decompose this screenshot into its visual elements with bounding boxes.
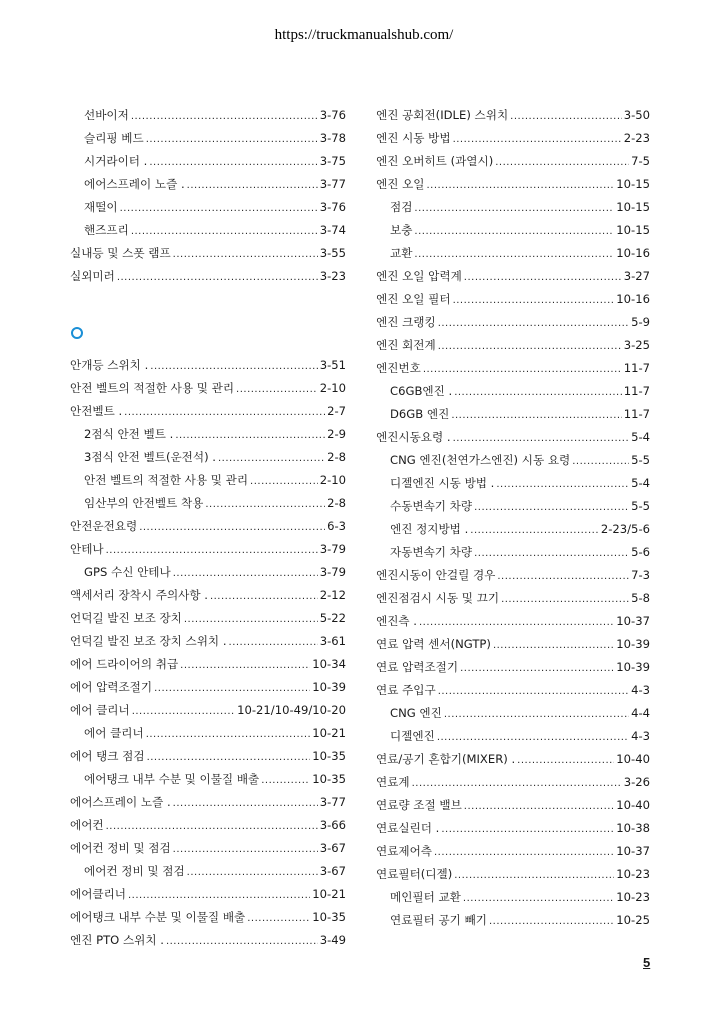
entry-page: 3-67 xyxy=(319,841,346,855)
entry-title: 엔진 시동 방법 xyxy=(376,131,451,145)
entry-page: 4-3 xyxy=(631,683,650,697)
entry-title: GPS 수신 안테나 xyxy=(84,565,171,579)
dot-leader xyxy=(154,677,310,699)
entry-title: 에어스프레이 노즐 . xyxy=(70,795,171,809)
entry-page: 5-22 xyxy=(319,611,346,625)
entry-page: 10-21/10-49/10-20 xyxy=(237,703,346,717)
entry-page: 3-76 xyxy=(319,200,346,214)
entry-title: 엔진점검시 시동 및 끄기 xyxy=(376,591,500,605)
entry-page: 10-34 xyxy=(312,657,346,671)
dot-leader xyxy=(474,542,629,564)
entry-title: 엔진 오일 압력계 xyxy=(376,269,462,283)
entry-title: 연료량 조절 밸브 xyxy=(376,798,462,812)
dot-leader xyxy=(414,220,614,242)
entry-title: CNG 엔진(천연가스엔진) 시동 요령 xyxy=(390,453,571,467)
dot-leader xyxy=(124,401,325,423)
dot-leader xyxy=(147,746,311,768)
index-subentry xyxy=(70,446,346,469)
dot-leader xyxy=(128,884,310,906)
index-entry xyxy=(70,814,346,837)
index-group-siot xyxy=(70,104,346,288)
entry-page: 7-3 xyxy=(631,568,650,582)
entry-title: 디젤엔진 xyxy=(390,729,435,743)
dot-leader xyxy=(131,220,318,242)
index-subentry xyxy=(376,472,650,495)
entry-page: 3-74 xyxy=(319,223,346,237)
entry-page: 10-40 xyxy=(616,752,650,766)
dot-leader xyxy=(247,907,310,929)
entry-title: 엔진번호 xyxy=(376,361,421,375)
dot-leader xyxy=(218,447,325,469)
entry-title: 에어 탱크 점검 xyxy=(70,749,145,763)
index-subentry xyxy=(376,518,650,541)
entry-title: 수동변속기 차량 xyxy=(390,499,473,513)
index-subentry xyxy=(70,173,346,196)
entry-title: 자동변속기 차량 xyxy=(390,545,473,559)
entry-title: 안전 벨트의 적절한 사용 및 관리 xyxy=(84,473,249,487)
index-subentry xyxy=(70,423,346,446)
entry-page: 10-21 xyxy=(312,726,346,740)
index-entry xyxy=(70,745,346,768)
entry-page: 3-66 xyxy=(319,818,346,832)
entry-title: 안개등 스위치 . xyxy=(70,358,149,372)
entry-title: 실외미러 xyxy=(70,269,115,283)
entry-page: 3-67 xyxy=(319,864,346,878)
entry-title: 엔진 정지방법 . xyxy=(390,522,469,536)
entry-title: 엔진 크랭킹 xyxy=(376,315,436,329)
entry-title: 연료필터 공기 빼기 xyxy=(390,913,487,927)
dot-leader xyxy=(173,838,318,860)
dot-leader xyxy=(106,815,318,837)
entry-title: 에어클리너 xyxy=(70,887,126,901)
index-entry xyxy=(376,311,650,334)
dot-leader xyxy=(463,887,614,909)
index-subentry xyxy=(376,380,650,403)
dot-leader xyxy=(166,930,318,952)
dot-leader xyxy=(187,861,318,883)
ieung-ring-icon xyxy=(71,327,83,339)
index-entry xyxy=(376,288,650,311)
entry-page: 10-23 xyxy=(616,890,650,904)
entry-page: 2-8 xyxy=(327,496,346,510)
entry-page: 10-38 xyxy=(616,821,650,835)
index-entry xyxy=(70,242,346,265)
entry-page: 10-35 xyxy=(312,772,346,786)
dot-leader xyxy=(414,243,614,265)
dot-leader xyxy=(187,174,318,196)
dot-leader xyxy=(184,608,318,630)
entry-title: 교환 xyxy=(390,246,413,260)
index-entry xyxy=(70,791,346,814)
dot-leader xyxy=(412,772,622,794)
entry-title: 언덕길 발진 보조 장치 xyxy=(70,611,182,625)
dot-leader xyxy=(470,519,599,541)
entry-title: 연료 압력 센서(NGTP) xyxy=(376,637,491,651)
dot-leader xyxy=(149,151,317,173)
index-entry xyxy=(376,104,650,127)
entry-page: 3-79 xyxy=(319,542,346,556)
dot-leader xyxy=(493,634,614,656)
dot-leader xyxy=(434,841,614,863)
index-right-column xyxy=(376,104,650,932)
entry-page: 5-4 xyxy=(631,476,650,490)
index-entry xyxy=(70,515,346,538)
entry-page: 3-50 xyxy=(623,108,650,122)
index-entry xyxy=(376,817,650,840)
entry-title: 엔진 회전계 xyxy=(376,338,436,352)
dot-leader xyxy=(453,427,629,449)
entry-title: 엔진 PTO 스위치 . xyxy=(70,933,164,947)
entry-title: CNG 엔진 xyxy=(390,706,442,720)
index-subentry xyxy=(70,561,346,584)
index-group-right xyxy=(376,104,650,932)
index-subentry xyxy=(70,469,346,492)
index-entry xyxy=(376,863,650,886)
entry-title: 연료제어측 xyxy=(376,844,432,858)
entry-title: 핸즈프리 xyxy=(84,223,129,237)
entry-page: 3-61 xyxy=(319,634,346,648)
index-subentry xyxy=(70,722,346,745)
dot-leader xyxy=(146,723,311,745)
entry-page: 3-26 xyxy=(623,775,650,789)
dot-leader xyxy=(497,565,629,587)
entry-page: 10-37 xyxy=(616,844,650,858)
entry-title: 슬리핑 베드 xyxy=(84,131,144,145)
index-subentry xyxy=(376,886,650,909)
index-entry xyxy=(70,929,346,952)
entry-title: 엔진 오일 xyxy=(376,177,425,191)
dot-leader xyxy=(423,358,622,380)
dot-leader xyxy=(451,404,621,426)
dot-leader xyxy=(496,473,629,495)
entry-title: 엔진측 . xyxy=(376,614,417,628)
entry-title: 엔진 오버히트 (과열시) xyxy=(376,154,494,168)
entry-title: 에어탱크 내부 수분 및 이물질 배출 xyxy=(70,910,246,924)
entry-title: 에어스프레이 노즐 . xyxy=(84,177,185,191)
dot-leader xyxy=(229,631,318,653)
entry-page: 10-39 xyxy=(616,660,650,674)
dot-leader xyxy=(132,700,235,722)
index-entry xyxy=(70,354,346,377)
entry-title: 에어탱크 내부 수분 및 이물질 배출 xyxy=(84,772,260,786)
index-subentry xyxy=(70,492,346,515)
dot-leader xyxy=(236,378,318,400)
index-entry xyxy=(376,771,650,794)
entry-page: 10-15 xyxy=(616,223,650,237)
dot-leader xyxy=(444,703,629,725)
index-subentry xyxy=(376,403,650,426)
index-group-ieung xyxy=(70,354,346,952)
entry-page: 2-9 xyxy=(327,427,346,441)
dot-leader xyxy=(210,585,318,607)
index-subentry xyxy=(376,495,650,518)
index-subentry xyxy=(70,127,346,150)
index-subentry xyxy=(376,702,650,725)
entry-title: 엔진시동요령 . xyxy=(376,430,451,444)
entry-title: 연료계 xyxy=(376,775,410,789)
index-entry xyxy=(70,607,346,630)
entry-title: 메인필터 교환 xyxy=(390,890,461,904)
entry-page: 5-5 xyxy=(631,499,650,513)
entry-title: 안전운전요령 xyxy=(70,519,138,533)
index-subentry xyxy=(376,725,650,748)
entry-title: 에어컨 xyxy=(70,818,104,832)
index-subentry xyxy=(376,242,650,265)
entry-title: 엔진시동이 안걸릴 경우 xyxy=(376,568,496,582)
entry-page: 4-3 xyxy=(631,729,650,743)
entry-title: D6GB 엔진 xyxy=(390,407,450,421)
entry-page: 3-23 xyxy=(319,269,346,283)
index-subentry xyxy=(70,104,346,127)
dot-leader xyxy=(120,197,318,219)
dot-leader xyxy=(180,654,310,676)
entry-page: 10-16 xyxy=(616,246,650,260)
entry-page: 10-40 xyxy=(616,798,650,812)
entry-title: 실내등 및 스폿 램프 xyxy=(70,246,171,260)
entry-title: 2점식 안전 벨트 . xyxy=(84,427,174,441)
entry-title: 에어 클리너 xyxy=(84,726,144,740)
index-entry xyxy=(376,679,650,702)
entry-title: 보충 xyxy=(390,223,413,237)
index-subentry xyxy=(376,219,650,242)
dot-leader xyxy=(572,450,629,472)
entry-page: 11-7 xyxy=(623,407,650,421)
dot-leader xyxy=(131,105,318,127)
index-entry xyxy=(376,265,650,288)
entry-page: 3-77 xyxy=(319,795,346,809)
index-entry xyxy=(70,630,346,653)
entry-title: 에어 드라이어의 취급 xyxy=(70,657,179,671)
index-entry xyxy=(70,538,346,561)
entry-page: 2-7 xyxy=(327,404,346,418)
dot-leader xyxy=(106,539,318,561)
entry-page: 5-9 xyxy=(631,315,650,329)
dot-leader xyxy=(464,795,615,817)
entry-title: 액세서리 장착시 주의사항 . xyxy=(70,588,208,602)
page-number: 5 xyxy=(643,955,651,970)
index-entry xyxy=(376,748,650,771)
dot-leader xyxy=(441,818,614,840)
dot-leader xyxy=(453,289,615,311)
index-entry xyxy=(70,906,346,929)
entry-title: 안전 벨트의 적절한 사용 및 관리 xyxy=(70,381,235,395)
entry-page: 3-77 xyxy=(319,177,346,191)
dot-leader xyxy=(173,562,318,584)
index-entry xyxy=(70,883,346,906)
dot-leader xyxy=(175,424,325,446)
dot-leader xyxy=(438,680,629,702)
entry-title: 연료/공기 혼합기(MIXER) . xyxy=(376,752,516,766)
index-subentry xyxy=(376,449,650,472)
index-entry xyxy=(376,840,650,863)
index-entry xyxy=(376,173,650,196)
entry-page: 10-35 xyxy=(312,910,346,924)
entry-page: 10-25 xyxy=(616,913,650,927)
index-entry xyxy=(70,400,346,423)
dot-leader xyxy=(117,266,318,288)
dot-leader xyxy=(454,381,622,403)
entry-page: 11-7 xyxy=(623,384,650,398)
entry-page: 3-78 xyxy=(319,131,346,145)
index-entry xyxy=(70,265,346,288)
dot-leader xyxy=(489,910,614,932)
entry-title: 엔진 오일 필터 xyxy=(376,292,451,306)
entry-page: 3-49 xyxy=(319,933,346,947)
dot-leader xyxy=(205,493,325,515)
dot-leader xyxy=(460,657,614,679)
index-entry xyxy=(376,564,650,587)
entry-page: 4-4 xyxy=(631,706,650,720)
entry-page: 10-15 xyxy=(616,177,650,191)
index-entry xyxy=(70,653,346,676)
index-left-column xyxy=(70,104,346,952)
index-subentry xyxy=(376,196,650,219)
source-url: https://truckmanualshub.com/ xyxy=(274,27,454,43)
entry-title: 에어컨 정비 및 점검 xyxy=(84,864,185,878)
entry-title: 엔진 공회전(IDLE) 스위치 xyxy=(376,108,509,122)
entry-title: 언덕길 발진 보조 장치 스위치 . xyxy=(70,634,227,648)
entry-page: 5-4 xyxy=(631,430,650,444)
dot-leader xyxy=(139,516,325,538)
index-entry xyxy=(376,633,650,656)
index-subentry xyxy=(70,219,346,242)
entry-title: 점검 xyxy=(390,200,413,214)
dot-leader xyxy=(261,769,310,791)
index-entry xyxy=(376,150,650,173)
dot-leader xyxy=(438,335,622,357)
entry-title: 임산부의 안전벨트 착용 xyxy=(84,496,204,510)
entry-page: 3-79 xyxy=(319,565,346,579)
entry-title: 에어 클리너 xyxy=(70,703,130,717)
dot-leader xyxy=(501,588,629,610)
entry-title: C6GB엔진 . xyxy=(390,384,453,398)
entry-title: 재떨이 xyxy=(84,200,118,214)
entry-title: 안전벨트 . xyxy=(70,404,123,418)
dot-leader xyxy=(453,128,622,150)
entry-page: 10-39 xyxy=(312,680,346,694)
index-subentry xyxy=(70,768,346,791)
index-entry xyxy=(376,127,650,150)
entry-page: 6-3 xyxy=(327,519,346,533)
index-subentry xyxy=(376,541,650,564)
entry-page: 3-55 xyxy=(319,246,346,260)
index-entry xyxy=(376,794,650,817)
dot-leader xyxy=(146,128,318,150)
index-entry xyxy=(376,587,650,610)
index-entry xyxy=(70,699,346,722)
dot-leader xyxy=(426,174,614,196)
entry-page: 10-23 xyxy=(616,867,650,881)
entry-page: 3-76 xyxy=(319,108,346,122)
index-entry xyxy=(376,656,650,679)
dot-leader xyxy=(438,312,629,334)
entry-page: 10-39 xyxy=(616,637,650,651)
entry-title: 안테나 xyxy=(70,542,104,556)
entry-title: 에어컨 정비 및 점검 xyxy=(70,841,171,855)
index-entry xyxy=(70,377,346,400)
entry-page: 2-10 xyxy=(319,381,346,395)
entry-page: 10-37 xyxy=(616,614,650,628)
entry-title: 연료실린더 . xyxy=(376,821,440,835)
entry-page: 10-35 xyxy=(312,749,346,763)
entry-page: 3-75 xyxy=(319,154,346,168)
dot-leader xyxy=(510,105,622,127)
entry-page: 11-7 xyxy=(623,361,650,375)
index-entry xyxy=(70,584,346,607)
entry-title: 연료 압력조절기 xyxy=(376,660,459,674)
entry-page: 7-5 xyxy=(631,154,650,168)
dot-leader xyxy=(464,266,622,288)
dot-leader xyxy=(419,611,614,633)
entry-page: 3-51 xyxy=(319,358,346,372)
dot-leader xyxy=(495,151,629,173)
entry-title: 선바이저 xyxy=(84,108,129,122)
index-entry xyxy=(70,676,346,699)
index-subentry xyxy=(376,909,650,932)
entry-page: 10-16 xyxy=(616,292,650,306)
entry-page: 2-23 xyxy=(623,131,650,145)
entry-title: 연료 주입구 xyxy=(376,683,436,697)
index-entry xyxy=(70,837,346,860)
entry-title: 디젤엔진 시동 방법 . xyxy=(390,476,495,490)
entry-page: 2-12 xyxy=(319,588,346,602)
entry-page: 10-21 xyxy=(312,887,346,901)
dot-leader xyxy=(474,496,629,518)
index-entry xyxy=(376,610,650,633)
section-heading-ieung xyxy=(70,321,346,344)
entry-page: 3-25 xyxy=(623,338,650,352)
entry-page: 5-8 xyxy=(631,591,650,605)
entry-page: 5-6 xyxy=(631,545,650,559)
dot-leader xyxy=(517,749,614,771)
index-entry xyxy=(376,334,650,357)
index-subentry xyxy=(70,150,346,173)
dot-leader xyxy=(173,243,318,265)
dot-leader xyxy=(437,726,629,748)
entry-page: 5-5 xyxy=(631,453,650,467)
entry-page: 2-10 xyxy=(319,473,346,487)
entry-title: 연료필터(디젤) xyxy=(376,867,453,881)
dot-leader xyxy=(150,355,317,377)
dot-leader xyxy=(414,197,614,219)
entry-page: 10-15 xyxy=(616,200,650,214)
entry-page: 2-23/5-6 xyxy=(600,522,650,536)
entry-title: 시거라이터 . xyxy=(84,154,148,168)
dot-leader xyxy=(250,470,318,492)
index-subentry xyxy=(70,196,346,219)
entry-page: 3-27 xyxy=(623,269,650,283)
dot-leader xyxy=(454,864,614,886)
dot-leader xyxy=(173,792,318,814)
index-entry xyxy=(376,357,650,380)
entry-page: 2-8 xyxy=(327,450,346,464)
index-entry xyxy=(376,426,650,449)
entry-title: 에어 압력조절기 xyxy=(70,680,153,694)
entry-title: 3점식 안전 벨트(운전석) . xyxy=(84,450,216,464)
index-subentry xyxy=(70,860,346,883)
